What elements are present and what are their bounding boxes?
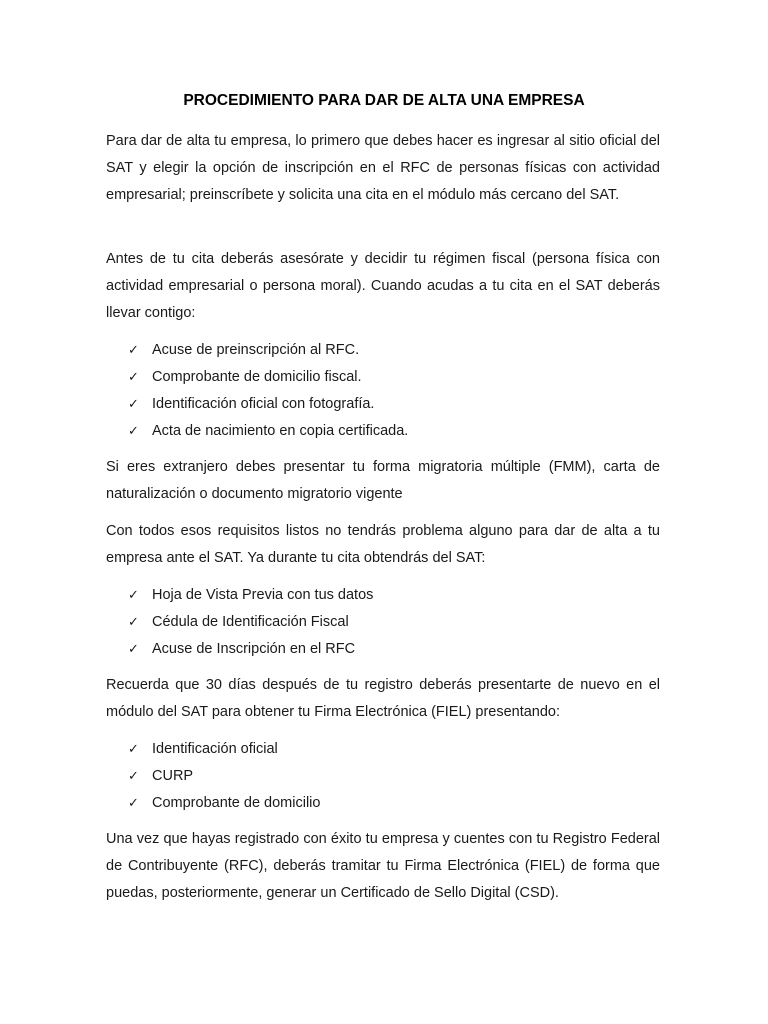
obtained-documents-list [106, 582, 660, 663]
list-item: ✓ Acta de nacimiento en copia certificada. [106, 418, 660, 445]
checkmark-icon: ✓ [128, 615, 139, 630]
list-item: ✓ CURP [106, 763, 660, 790]
checkmark-icon: ✓ [128, 397, 139, 412]
paragraph-5: Recuerda que 30 días después de tu registro deberás presentarte de nuevo en el módulo del SAT para obtener tu Firma Electrónica (FIEL) presentando: [106, 677, 660, 720]
checkmark-icon: ✓ [128, 588, 139, 603]
checkmark-icon: ✓ [128, 370, 139, 385]
document-title: PROCEDIMIENTO PARA DAR DE ALTA UNA EMPRESA [183, 92, 585, 109]
list-item: ✓ Hoja de Vista Previa con tus datos [106, 582, 660, 609]
checkmark-icon: ✓ [128, 343, 139, 358]
checkmark-icon: ✓ [128, 796, 139, 811]
paragraph-2: Antes de tu cita deberás asesórate y decidir tu régimen fiscal (persona física con actividad empresarial o persona moral). Cuando acudas a tu cita en el SAT deberás llevar contigo: [106, 251, 660, 321]
checkmark-icon: ✓ [128, 642, 139, 657]
paragraph-4: Con todos esos requisitos listos no tendrás problema alguno para dar de alta a tu empresa ante el SAT. Ya durante tu cita obtendrás del SAT: [106, 523, 660, 566]
checkmark-icon: ✓ [128, 424, 139, 439]
list-item: ✓ Acuse de Inscripción en el RFC [106, 636, 660, 663]
checkmark-icon: ✓ [128, 742, 139, 757]
requirements-list [106, 337, 660, 445]
list-item: ✓ Cédula de Identificación Fiscal [106, 609, 660, 636]
list-item: ✓ Identificación oficial [106, 736, 660, 763]
paragraph-1: Para dar de alta tu empresa, lo primero que debes hacer es ingresar al sitio oficial del SAT y elegir la opción de inscripción en el RFC de personas físicas con actividad empresarial; preinscríbete y solicita una cita en el módulo más cercano del SAT. [106, 133, 660, 203]
list-item: ✓ Comprobante de domicilio fiscal. [106, 364, 660, 391]
list-item: ✓ Comprobante de domicilio [106, 790, 660, 817]
fiel-requirements-list [106, 736, 660, 817]
checkmark-icon: ✓ [128, 769, 139, 784]
paragraph-6: Una vez que hayas registrado con éxito tu empresa y cuentes con tu Registro Federal de Contribuyente (RFC), deberás tramitar tu Firma Electrónica (FIEL) de forma que puedas, posteriormente, generar un Certificado de Sello Digital (CSD). [106, 831, 660, 901]
paragraph-3: Si eres extranjero debes presentar tu forma migratoria múltiple (FMM), carta de naturalización o documento migratorio vigente [106, 459, 660, 502]
list-item: ✓ Identificación oficial con fotografía. [106, 391, 660, 418]
list-item: ✓ Acuse de preinscripción al RFC. [106, 337, 660, 364]
